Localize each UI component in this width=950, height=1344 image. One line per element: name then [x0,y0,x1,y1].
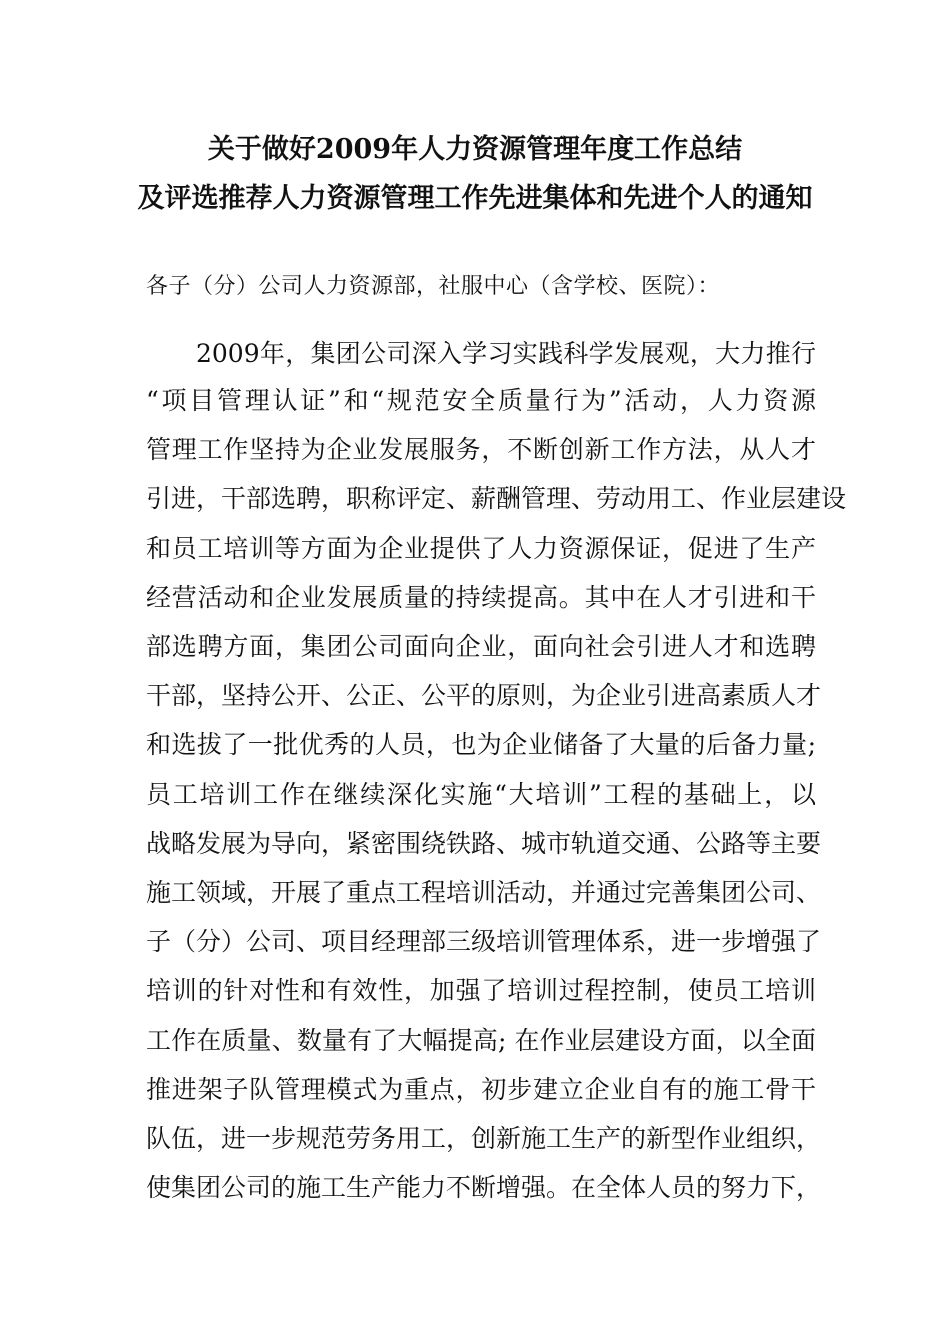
salutation: 各子（分）公司人力资源部，社服中心（含学校、医院）： [146,274,721,299]
body-line: 和选拔了一批优秀的人员，也为企业储备了大量的后备力量; [146,730,816,759]
body-line: 工作在质量、数量有了大幅提高; 在作业层建设方面，以全面 [146,1026,816,1055]
document-title-line-1: 关于做好2009年人力资源管理年度工作总结 [207,134,743,165]
body-line: 员工培训工作在继续深化实施“大培训”工程的基础上，以 [146,780,816,809]
body-line: 部选聘方面，集团公司面向企业，面向社会引进人才和选聘 [146,632,816,661]
body-line: “项目管理认证”和“规范安全质量行为”活动，人力资源 [146,386,816,415]
body-line: 使集团公司的施工生产能力不断增强。在全体人员的努力下， [146,1173,822,1202]
body-line: 战略发展为导向，紧密围绕铁路、城市轨道交通、公路等主要 [146,829,822,858]
body-line: 和员工培训等方面为企业提供了人力资源保证，促进了生产 [146,534,816,563]
body-line: 子（分）公司、项目经理部三级培训管理体系，进一步增强了 [146,927,822,956]
body-line: 培训的针对性和有效性，加强了培训过程控制，使员工培训 [146,976,816,1005]
body-line: 队伍，进一步规范劳务用工，创新施工生产的新型作业组织， [146,1124,822,1153]
body-line: 推进架子队管理模式为重点，初步建立企业自有的施工骨干 [146,1075,816,1104]
document-title-line-2: 及评选推荐人力资源管理工作先进集体和先进个人的通知 [137,183,813,214]
body-line: 2009年，集团公司深入学习实践科学发展观，大力推行 [196,339,816,368]
body-line: 引进，干部选聘，职称评定、薪酬管理、劳动用工、作业层建设 [146,484,847,513]
body-line: 管理工作坚持为企业发展服务，不断创新工作方法，从人才 [146,435,816,464]
body-line: 经营活动和企业发展质量的持续提高。其中在人才引进和干 [146,583,816,612]
body-line: 施工领域，开展了重点工程培训活动，并通过完善集团公司、 [146,878,822,907]
body-line: 干部，坚持公开、公正、公平的原则，为企业引进高素质人才 [146,681,822,710]
